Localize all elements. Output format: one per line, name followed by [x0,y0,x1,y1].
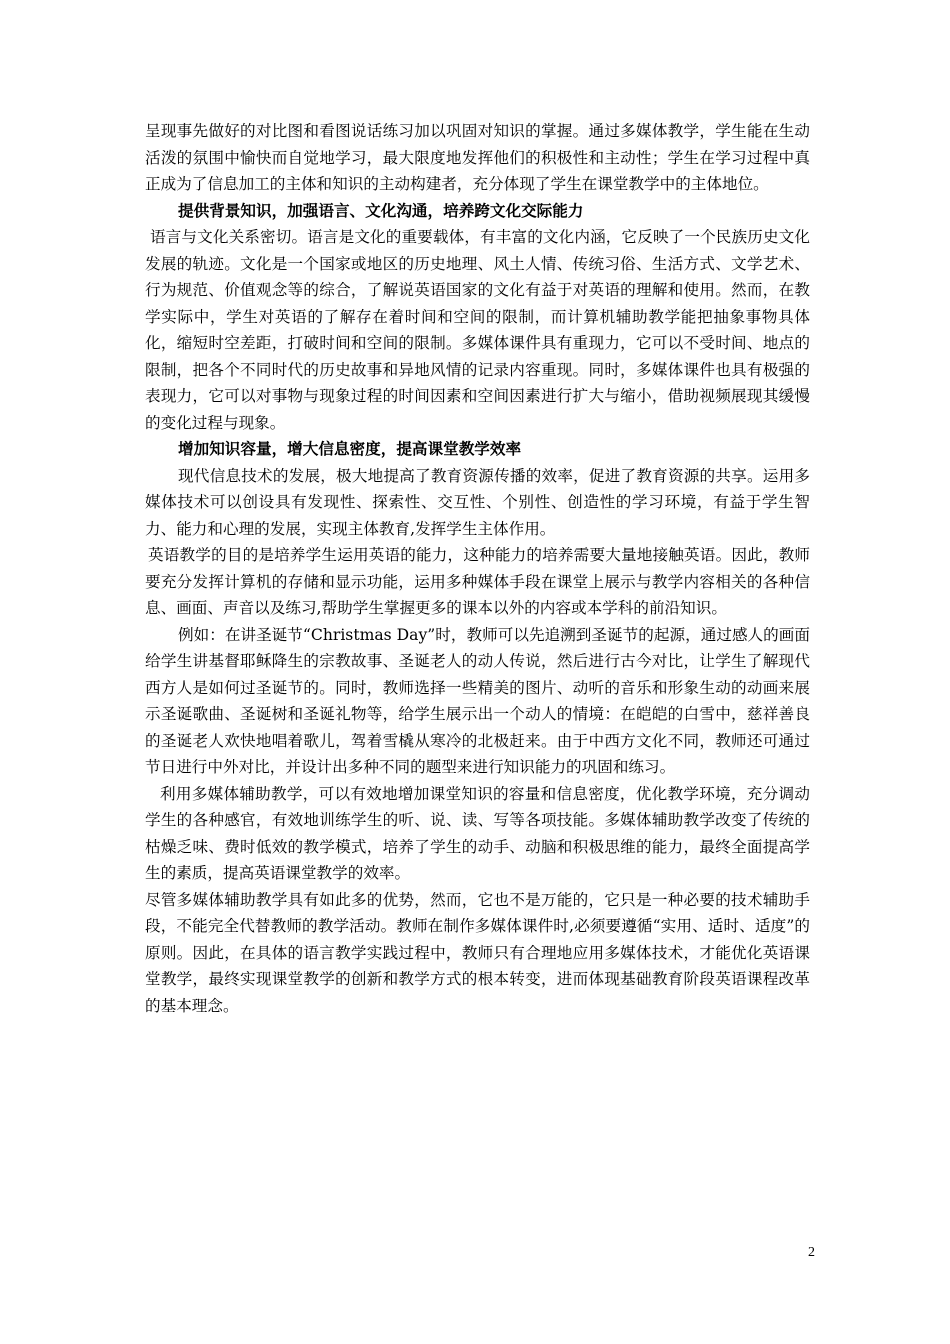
section-heading-background-knowledge: 提供背景知识，加强语言、文化沟通，培养跨文化交际能力 [178,200,584,220]
section-heading-knowledge-capacity: 增加知识容量，增大信息密度，提高课堂教学效率 [178,439,522,458]
paragraph-information-technology: 现代信息技术的发展，极大地提高了教育资源传播的效率，促进了教育资源的共享。运用多媒体技术可以创设具有发现性、探索性、交互性、个别性、创造性的学习环境，有益于学生智力、能力和心理的发展，实现主体教育,发挥学生主体作用。 [145,466,810,538]
page-number: 2 [808,1245,815,1260]
document-body [145,118,810,1019]
paragraph-intro-continuation: 呈现事先做好的对比图和看图说话练习加以巩固对知识的掌握。通过多媒体教学，学生能在生动活泼的氛围中愉快而自觉地学习，最大限度地发挥他们的积极性和主动性；学生在学习过程中真正成为了信息加工的主体和知识的主动构建者，充分体现了学生在课堂教学中的主体地位。 [145,122,810,193]
paragraph-language-culture: 语言与文化关系密切。语言是文化的重要载体，有丰富的文化内涵，它反映了一个民族历史文化发展的轨迹。文化是一个国家或地区的历史地理、风土人情、传统习俗、生活方式、文学艺术、行为规范、价值观念等的综合，了解说英语国家的文化有益于对英语的理解和使用。然而，在教学实际中，学生对英语的了解存在着时间和空间的限制，而计算机辅助教学能把抽象事物具体化，缩短时空差距，打破时间和空间的限制。多媒体课件具有重现力，它可以不受时间、地点的限制，把各个不同时代的历史故事和异地风情的记录内容重现。同时，多媒体课件也具有极强的表现力，它可以对事物与现象过程的时间因素和空间因素进行扩大与缩小，借助视频展现其缓慢的变化过程与现象。 [145,228,810,432]
paragraph-multimedia-benefits: 利用多媒体辅助教学，可以有效地增加课堂知识的容量和信息密度，优化教学环境，充分调动学生的各种感官，有效地训练学生的听、说、读、写等各项技能。多媒体辅助教学改变了传统的枯燥乏味、费时低效的教学模式，培养了学生的动手、动脑和积极思维的能力，最终全面提高学生的素质，提高英语课堂教学的效率。 [145,784,810,882]
paragraph-christmas-example: 例如：在讲圣诞节“Christmas Day”时，教师可以先追溯到圣诞节的起源，通过感人的画面给学生讲基督耶稣降生的宗教故事、圣诞老人的动人传说，然后进行古今对比，让学生了解现代西方人是如何过圣诞节的。同时，教师选择一些精美的图片、动听的音乐和形象生动的动画来展示圣诞歌曲、圣诞树和圣诞礼物等，给学生展示出一个动人的情境：在皑皑的白雪中，慈祥善良的圣诞老人欢快地唱着歌儿，驾着雪橇从寒冷的北极赶来。由于中西方文化不同，教师还可通过节日进行中外对比，并设计出多种不同的题型来进行知识能力的巩固和练习。 [145,625,810,776]
paragraph-conclusion: 尽管多媒体辅助教学具有如此多的优势，然而，它也不是万能的，它只是一种必要的技术辅助手段，不能完全代替教师的教学活动。教师在制作多媒体课件时,必须要遵循“实用、适时、适度”的原则。因此，在具体的语言教学实践过程中，教师只有合理地应用多媒体技术，才能优化英语课堂教学，最终实现课堂教学的创新和教学方式的根本转变，进而体现基础教育阶段英语课程改革的基本理念。 [145,890,810,1015]
paragraph-english-teaching-goal: 英语教学的目的是培养学生运用英语的能力，这种能力的培养需要大量地接触英语。因此，教师要充分发挥计算机的存储和显示功能，运用多种媒体手段在课堂上展示与教学内容相关的各种信息、画面、声音以及练习,帮助学生掌握更多的课本以外的内容或本学科的前沿知识。 [145,546,810,617]
